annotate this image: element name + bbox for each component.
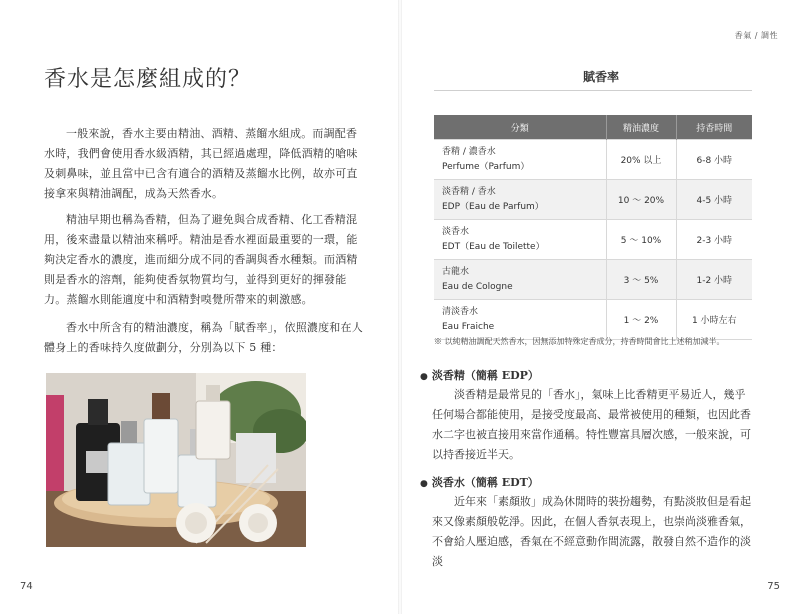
- duration-cell: 1-2 小時: [676, 260, 752, 300]
- left-page: [0, 0, 398, 614]
- header-concentration: 精油濃度: [606, 115, 676, 140]
- category-name-en: Eau Fraiche: [442, 321, 495, 332]
- page-title: 香水是怎麼組成的？: [44, 67, 252, 92]
- table-row: [434, 180, 752, 220]
- right-page: [402, 0, 800, 614]
- section-heading-edt: [420, 474, 539, 490]
- section-body-edt: 近年來「素顏妝」成為休閒時的裝扮趨勢，有點淡妝但是看起來又像素顏般乾淨。因此，在個人香氛表現上，也崇尚淡雅香氣，不會給人壓迫感，香氣在不經意動作間流露，散發自然不造作的淡淡: [432, 495, 751, 568]
- category-name-zh: 清淡香水: [442, 306, 479, 317]
- category-name-en: Perfume（Parfum）: [442, 161, 530, 172]
- page-number-left: 74: [20, 581, 33, 592]
- category-name-en: Eau de Cologne: [442, 281, 513, 292]
- header-duration: 持香時間: [676, 115, 752, 140]
- header-category: 分類: [434, 115, 606, 140]
- concentration-cell: 3 ～ 5%: [606, 260, 676, 300]
- category-cell: [434, 180, 606, 220]
- category-name-en: EDT（Eau de Toilette）: [442, 241, 545, 252]
- section-heading-text: 淡香水（簡稱 EDT）: [431, 476, 539, 489]
- category-name-zh: 香精 / 濃香水: [442, 146, 496, 157]
- category-name-zh: 淡香精 / 香水: [442, 186, 496, 197]
- fragrance-concentration-table: [434, 115, 752, 340]
- category-cell: [434, 140, 606, 180]
- intro-paragraph-2: 精油早期也稱為香精，但為了避免與合成香精、化工香精混用，後來盡量以精油來稱呼。精油是香水裡面最重要的一環，能夠決定香水的濃度，進而細分成不同的香調與香水種類。而酒精則是香水的溶劑，能夠使香氛物質均勻，並得到更好的揮發能力。蒸餾水則能適度中和酒精對嗅覺所帶來的刺激感。: [44, 213, 358, 306]
- duration-cell: 6-8 小時: [676, 140, 752, 180]
- concentration-cell: 20% 以上: [606, 140, 676, 180]
- bullet-icon: ●: [420, 372, 428, 382]
- duration-cell: 4-5 小時: [676, 180, 752, 220]
- table-row: [434, 260, 752, 300]
- section-heading-text: 淡香精（簡稱 EDP）: [431, 369, 539, 382]
- intro-paragraph-1: 一般來說，香水主要由精油、酒精、蒸餾水組成。而調配香水時，我們會使用香水級酒精，其已經過處理，降低酒精的嗆味及刺鼻味，並且當中已含有適合的酒精及蒸餾水比例，故亦可直接拿來與精油調配，成為天然香水。: [44, 127, 358, 200]
- concentration-cell: 10 ～ 20%: [606, 180, 676, 220]
- table-title: 賦香率: [582, 70, 619, 84]
- intro-paragraph-3: 香水中所含有的精油濃度，稱為「賦香率」，依照濃度和在人體身上的香味持久度做劃分，分別為以下 5 種：: [44, 321, 363, 354]
- table-title-rule: [434, 90, 752, 91]
- table-row: [434, 220, 752, 260]
- bullet-icon: ●: [420, 479, 428, 489]
- table-row: [434, 300, 752, 340]
- category-cell: [434, 220, 606, 260]
- table-footnote: ※ 以純精油調配天然香水，因無添加特殊定香成分，持香時間會比上述稍加減半。: [434, 337, 725, 346]
- section-heading-edp: [420, 367, 539, 383]
- duration-cell: 1 小時左右: [676, 300, 752, 340]
- category-cell: [434, 260, 606, 300]
- category-name-en: EDP（Eau de Parfum）: [442, 201, 544, 212]
- page-number-right: 75: [767, 581, 780, 592]
- category-name-zh: 淡香水: [442, 226, 470, 237]
- perfume-bottles-illustration: [46, 373, 306, 547]
- category-name-zh: 古龍水: [442, 266, 470, 277]
- running-head: 香氣 / 調性: [734, 31, 778, 40]
- concentration-cell: 1 ～ 2%: [606, 300, 676, 340]
- table-row: [434, 140, 752, 180]
- section-body-edp: 淡香精是最常見的「香水」，氣味上比香精更平易近人，幾乎任何場合都能使用，是接受度最高、最常被使用的種類，也因此香水二字也被直接用來當作通稱。特性豐富具層次感，一般來說，可以持香接近半天。: [432, 388, 751, 461]
- category-cell: [434, 300, 606, 340]
- duration-cell: 2-3 小時: [676, 220, 752, 260]
- perfume-bottles-photo: [46, 373, 306, 547]
- concentration-cell: 5 ～ 10%: [606, 220, 676, 260]
- table-header-row: [434, 115, 752, 140]
